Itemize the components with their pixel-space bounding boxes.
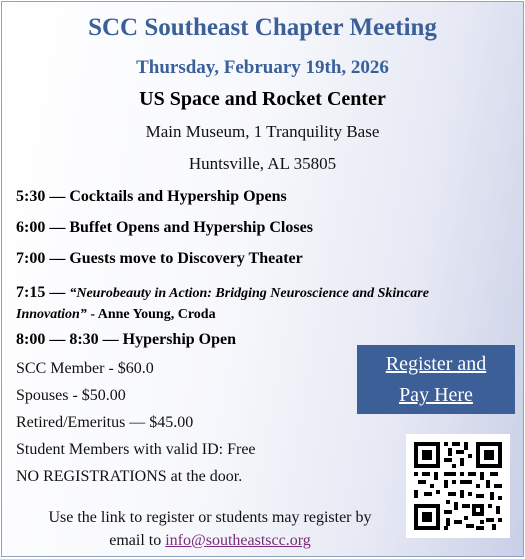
address-line-2: Huntsville, AL 35805 [188,154,337,173]
register-pay-button[interactable] [357,345,515,414]
price-students: Student Members with valid ID: Free [16,441,256,458]
register-label-line1: Register and [385,353,487,375]
email-link[interactable]: info@southeastscc.org [165,532,311,549]
price-member: SCC Member - $60.0 [16,360,154,377]
event-date: Thursday, February 19th, 2026 [136,57,389,78]
event-flyer [1,1,524,557]
price-spouses: Spouses - $50.00 [16,387,126,404]
talk-time: 7:15 — [16,284,70,301]
address-line-1: Main Museum, 1 Tranquility Base [145,122,380,141]
schedule-item-cocktails: 5:30 — Cocktails and Hypership Opens [16,188,287,205]
instructions-line1: Use the link to register or students may register by [48,509,372,526]
register-instructions [2,506,418,552]
register-label-line2: Pay Here [399,384,473,406]
schedule-item-hypership: 8:00 — 8:30 — Hypership Open [16,331,237,348]
talk-speaker: - Anne Young, Croda [86,307,216,322]
talk-title: “Neurobeauty in Action: Bridging Neuroscience and Skincare Innovation” [16,286,429,322]
event-title: SCC Southeast Chapter Meeting [88,14,437,41]
price-retired: Retired/Emeritus — $45.00 [16,414,194,431]
schedule-item-buffet: 6:00 — Buffet Opens and Hypership Closes [16,219,313,236]
schedule-item-theater: 7:00 — Guests move to Discovery Theater [16,250,303,267]
no-door-registration-note: NO REGISTRATIONS at the door. [16,468,243,485]
qr-code-graphic [406,434,510,538]
instructions-line2 [2,529,418,552]
event-venue: US Space and Rocket Center [139,88,386,110]
email-prefix: email to [109,532,166,549]
qr-code-icon[interactable] [406,434,510,538]
schedule-item-talk [16,282,496,325]
